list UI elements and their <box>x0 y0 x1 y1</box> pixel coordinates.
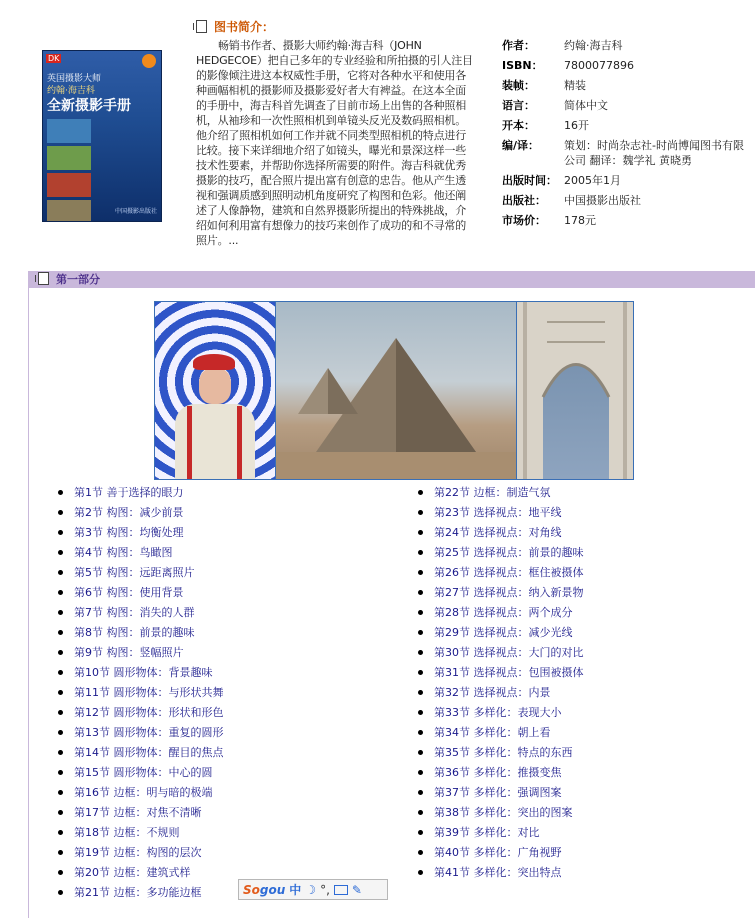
toc-item <box>418 744 748 764</box>
meta-key: 开本： <box>502 119 535 132</box>
toc-link[interactable]: 第21节 边框：多功能边框 <box>74 886 202 899</box>
toc-item <box>418 824 748 844</box>
toc-item <box>58 784 388 804</box>
meta-row <box>502 58 752 73</box>
toc-link[interactable]: 第2节 构图：减少前景 <box>74 506 184 519</box>
toc-left-column <box>58 484 388 904</box>
book-intro-text: 畅销书作者、摄影大师约翰·海吉科（JOHN HEDGECOE）把自己多年的专业经验和所拍摄的引人注目的影像倾注进这本权威性手册，它将对各种水平和使用各种画幅相机的摄影师及摄影爱好者大有裨益。在这本全面的手册中，海吉科首先调查了目前市场上出售的各种照相机，从袖珍和一次性照相机到单镜头反光及数码照相机。他介绍了照相机如何工作并就不同类型照相机的特点进行比较。接下来详细地介绍了如镜头，曝光和景深这样一些技术性要素，并帮助你选择所需要的附件。海吉科就优秀摄影的技巧，配合照片提出富有创意的忠告。他从产生透视和强调质感到照明动机角度研究了构图和色彩。他还阐述了人像静物，建筑和自然界摄影所提出的特殊挑战，介绍如何利用富有想像力的技巧来创作了成功的和不寻常的照片。... <box>196 39 473 247</box>
cover-badge-icon <box>142 54 156 68</box>
toc-item <box>58 584 388 604</box>
meta-key: 市场价： <box>502 214 546 227</box>
wrench-icon[interactable]: ✎ <box>351 882 362 897</box>
meta-value: 策划：时尚杂志社-时尚博闻图书有限公司 翻译：魏学礼 黄晓勇 <box>564 139 744 167</box>
sogou-logo: Sogou <box>243 882 286 897</box>
toc-item <box>418 724 748 744</box>
toc-link[interactable]: 第4节 构图：鸟瞰图 <box>74 546 173 559</box>
toc-link[interactable]: 第8节 构图：前景的趣味 <box>74 626 195 639</box>
book-intro-heading: 图书简介： <box>196 18 274 35</box>
meta-row <box>502 98 752 113</box>
toc-item <box>58 684 388 704</box>
toc-link[interactable]: 第17节 边框：对焦不清晰 <box>74 806 202 819</box>
toc-item <box>58 804 388 824</box>
toc-item <box>418 844 748 864</box>
book-cover-image <box>42 50 162 222</box>
toc-link[interactable]: 第6节 构图：使用背景 <box>74 586 184 599</box>
meta-key: 编/译： <box>502 139 540 152</box>
toc-right-column <box>418 484 748 884</box>
toc-item <box>418 604 748 624</box>
toc-link[interactable]: 第26节 选择视点：框住被摄体 <box>434 566 584 579</box>
toc-link[interactable]: 第29节 选择视点：减少光线 <box>434 626 573 639</box>
toc-link[interactable]: 第39节 多样化：对比 <box>434 826 540 839</box>
toc-link[interactable]: 第5节 构图：远距离照片 <box>74 566 195 579</box>
toc-item <box>58 504 388 524</box>
section-border <box>28 288 29 918</box>
toc-item <box>58 764 388 784</box>
toc-item <box>418 504 748 524</box>
toc-item <box>418 664 748 684</box>
meta-row <box>502 193 752 208</box>
book-icon <box>38 272 49 285</box>
section-header: 第一部分 <box>28 271 755 288</box>
toc-link[interactable]: 第22节 边框：制造气氛 <box>434 486 551 499</box>
toc-link[interactable]: 第24节 选择视点：对角线 <box>434 526 562 539</box>
meta-value: 精装 <box>564 79 586 92</box>
punctuation-toggle[interactable]: °, <box>320 882 330 897</box>
moon-icon[interactable]: ☽ <box>305 882 317 897</box>
toc-item <box>58 824 388 844</box>
toc-item <box>418 544 748 564</box>
toc-link[interactable]: 第1节 善于选择的眼力 <box>74 486 184 499</box>
toc-link[interactable]: 第13节 圆形物体：重复的圆形 <box>74 726 224 739</box>
meta-key: 作者： <box>502 39 535 52</box>
toc-item <box>418 564 748 584</box>
toc-link[interactable]: 第36节 多样化：推摄变焦 <box>434 766 562 779</box>
toc-item <box>58 624 388 644</box>
photo-portrait <box>155 302 276 479</box>
toc-item <box>58 604 388 624</box>
meta-value: 7800077896 <box>564 59 634 72</box>
toc-link[interactable]: 第31节 选择视点：包围被摄体 <box>434 666 584 679</box>
meta-row <box>502 173 752 188</box>
cover-title: 全新摄影手册 <box>47 98 131 114</box>
toc-item <box>418 784 748 804</box>
toc-link[interactable]: 第12节 圆形物体：形状和形色 <box>74 706 224 719</box>
toc-item <box>58 724 388 744</box>
toc-item <box>58 664 388 684</box>
toc-link[interactable]: 第7节 构图：消失的人群 <box>74 606 195 619</box>
toc-link[interactable]: 第35节 多样化：特点的东西 <box>434 746 573 759</box>
meta-value: 简体中文 <box>564 99 608 112</box>
book-icon <box>196 20 207 33</box>
toc-item <box>58 744 388 764</box>
toc-link[interactable]: 第28节 选择视点：两个成分 <box>434 606 573 619</box>
meta-key: 出版时间： <box>502 174 557 187</box>
toc-link[interactable]: 第18节 边框：不规则 <box>74 826 180 839</box>
meta-value: 约翰·海吉科 <box>564 39 623 52</box>
section-banner-photos <box>154 301 634 480</box>
toc-item <box>418 804 748 824</box>
toc-item <box>418 644 748 664</box>
meta-key: ISBN： <box>502 59 543 72</box>
ime-toolbar[interactable] <box>238 879 388 900</box>
meta-row <box>502 38 752 53</box>
book-metadata <box>502 38 752 233</box>
meta-value: 178元 <box>564 214 596 227</box>
toc-item <box>58 644 388 664</box>
toc-link[interactable]: 第20节 边框：建筑式样 <box>74 866 191 879</box>
toc-link[interactable]: 第11节 圆形物体：与形状共舞 <box>74 686 224 699</box>
photo-arch <box>517 302 633 479</box>
ime-mode-toggle[interactable]: 中 <box>289 883 302 897</box>
toc-link[interactable]: 第15节 圆形物体：中心的圆 <box>74 766 213 779</box>
toc-item <box>58 564 388 584</box>
toc-link[interactable]: 第33节 多样化：表现大小 <box>434 706 562 719</box>
cover-thumbnails <box>47 119 91 222</box>
meta-row <box>502 138 752 168</box>
toc-item <box>418 704 748 724</box>
toc-item <box>58 484 388 504</box>
meta-key: 装帧： <box>502 79 535 92</box>
toc-link[interactable]: 第30节 选择视点：大门的对比 <box>434 646 584 659</box>
toc-item <box>58 524 388 544</box>
toc-link[interactable]: 第23节 选择视点：地平线 <box>434 506 562 519</box>
toc-link[interactable]: 第32节 选择视点：内景 <box>434 686 551 699</box>
meta-value: 2005年1月 <box>564 174 621 187</box>
toc-link[interactable]: 第25节 选择视点：前景的趣味 <box>434 546 584 559</box>
toc-link[interactable]: 第3节 构图：均衡处理 <box>74 526 184 539</box>
toc-link[interactable]: 第10节 圆形物体：背景趣味 <box>74 666 213 679</box>
publisher-logo: DK <box>48 54 60 63</box>
meta-value: 中国摄影出版社 <box>564 194 641 207</box>
toc-item <box>418 484 748 504</box>
keyboard-icon[interactable] <box>334 885 348 895</box>
toc-link[interactable]: 第19节 边框：构图的层次 <box>74 846 202 859</box>
cover-line-2: 约翰·海吉科 <box>47 86 95 96</box>
meta-value: 16开 <box>564 119 589 132</box>
toc-link[interactable]: 第27节 选择视点：纳入新景物 <box>434 586 584 599</box>
toc-link[interactable]: 第41节 多样化：突出特点 <box>434 866 562 879</box>
toc-item <box>418 764 748 784</box>
toc-item <box>418 864 748 884</box>
photo-pyramids <box>276 302 517 479</box>
toc-link[interactable]: 第38节 多样化：突出的图案 <box>434 806 573 819</box>
meta-row <box>502 213 752 228</box>
toc-link[interactable]: 第34节 多样化：朝上看 <box>434 726 551 739</box>
toc-link[interactable]: 第37节 多样化：强调图案 <box>434 786 562 799</box>
cover-line-1: 英国摄影大师 <box>47 74 102 84</box>
meta-row <box>502 118 752 133</box>
meta-key: 语言： <box>502 99 535 112</box>
toc-item <box>418 584 748 604</box>
toc-link[interactable]: 第16节 边框：明与暗的极端 <box>74 786 213 799</box>
toc-item <box>418 524 748 544</box>
toc-item <box>58 544 388 564</box>
cover-publisher: 中国摄影出版社 <box>114 208 157 215</box>
toc-link[interactable]: 第40节 多样化：广角视野 <box>434 846 562 859</box>
toc-item <box>58 844 388 864</box>
toc-link[interactable]: 第14节 圆形物体：醒目的焦点 <box>74 746 224 759</box>
toc-item <box>58 704 388 724</box>
toc-link[interactable]: 第9节 构图：竖幅照片 <box>74 646 184 659</box>
meta-key: 出版社： <box>502 194 546 207</box>
meta-row <box>502 78 752 93</box>
toc-item <box>418 624 748 644</box>
toc-item <box>418 684 748 704</box>
